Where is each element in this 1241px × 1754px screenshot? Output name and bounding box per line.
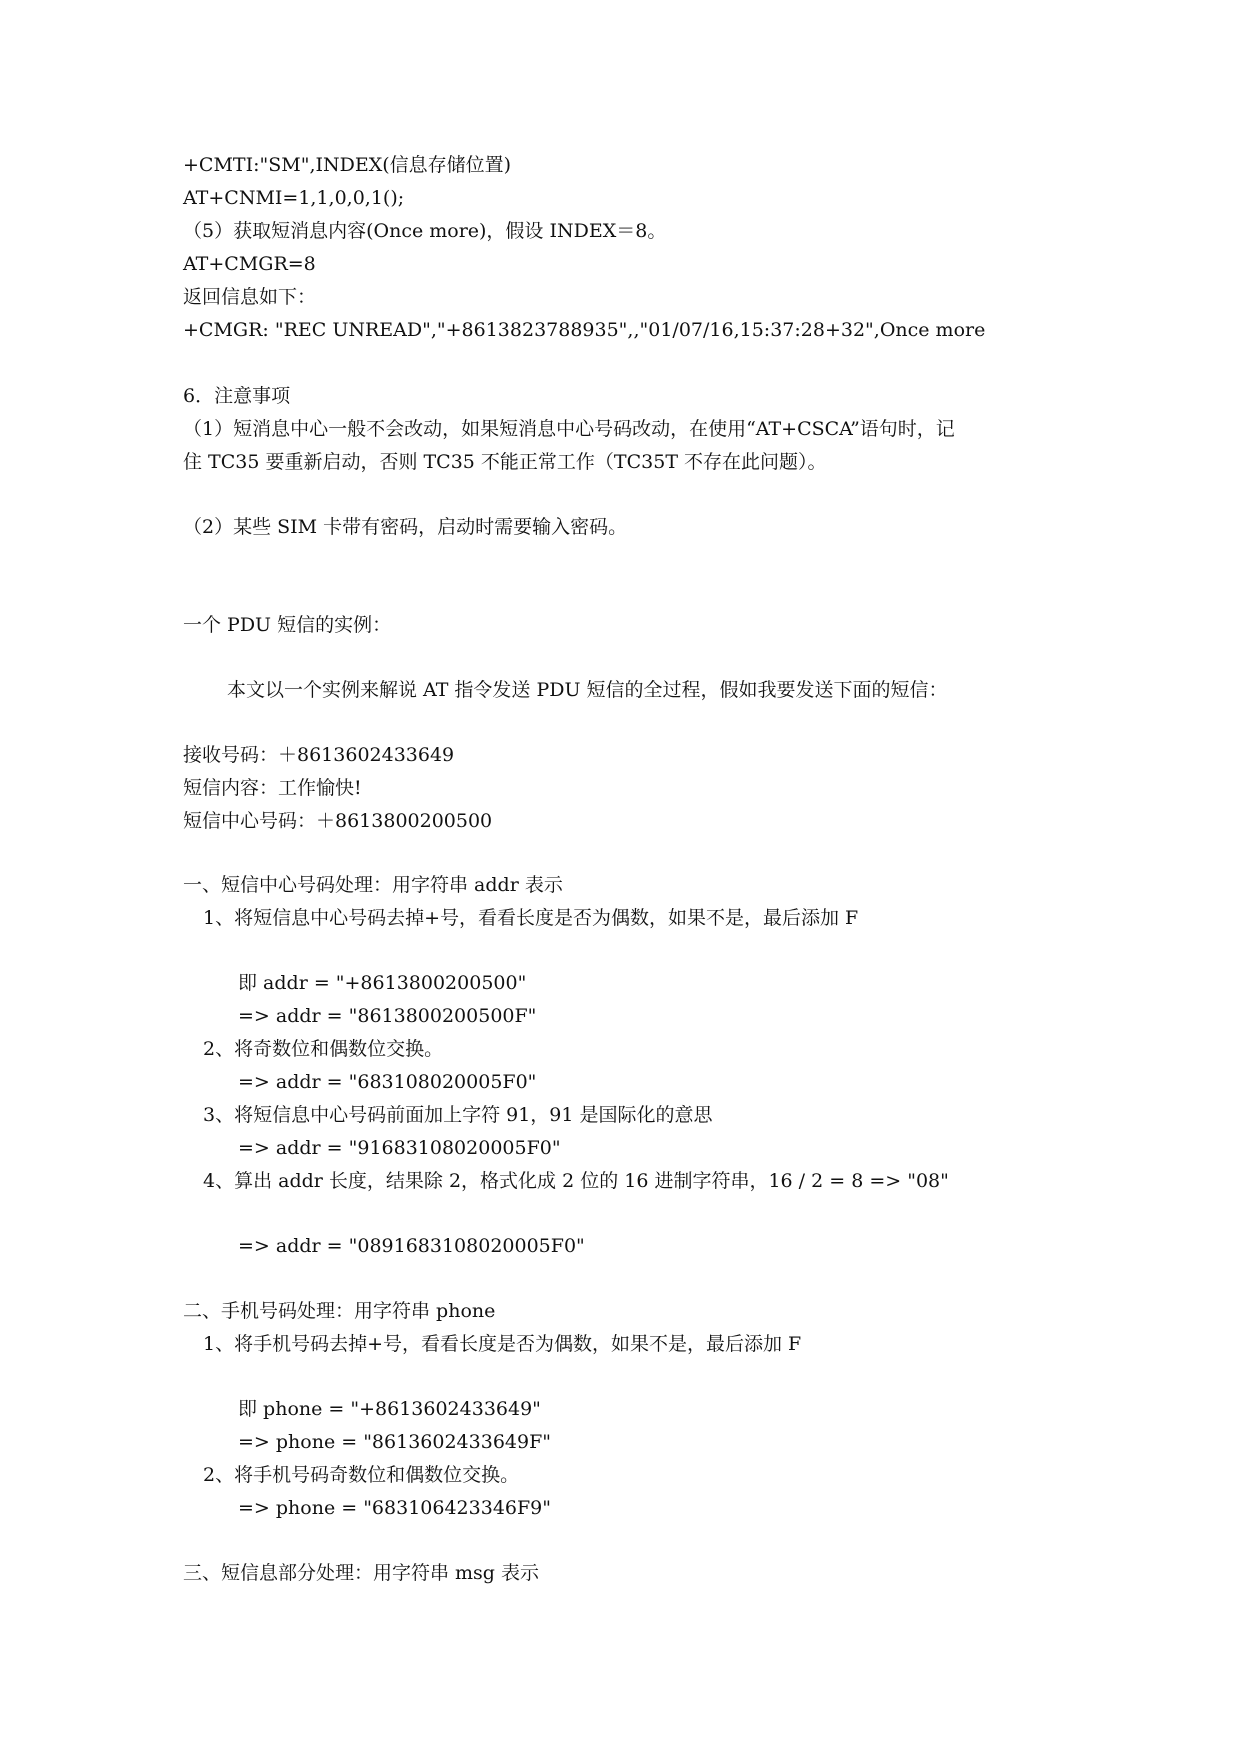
text-line: 本文以一个实例来解说 AT 指令发送 PDU 短信的全过程，假如我要发送下面的短信：: [227, 679, 948, 701]
section-heading: 二、手机号码处理：用字符串 phone: [183, 1300, 496, 1322]
text-line: 返回信息如下：: [183, 286, 317, 308]
code-line: => phone = "8613602433649F": [238, 1431, 552, 1453]
code-line: => addr = "91683108020005F0": [238, 1137, 561, 1159]
text-line: 短信内容：工作愉快!: [183, 777, 362, 799]
section-heading: 6．注意事项: [183, 385, 291, 407]
text-line: +CMTI:"SM",INDEX(信息存储位置): [183, 154, 512, 176]
code-line: 即 addr = "+8613800200500": [238, 972, 527, 994]
text-line: （5）获取短消息内容(Once more)，假设 INDEX＝8。: [183, 220, 667, 242]
text-line: （2）某些 SIM 卡带有密码，启动时需要输入密码。: [183, 516, 628, 538]
text-line: 接收号码：＋8613602433649: [183, 744, 455, 766]
text-line: 1、将短信息中心号码去掉+号，看看长度是否为偶数，如果不是，最后添加 F: [203, 907, 859, 929]
code-line: => addr = "683108020005F0": [238, 1071, 537, 1093]
code-line: 即 phone = "+8613602433649": [238, 1398, 541, 1420]
section-heading: 三、短信息部分处理：用字符串 msg 表示: [183, 1562, 540, 1584]
text-line: 2、将手机号码奇数位和偶数位交换。: [203, 1464, 520, 1486]
section-heading: 一个 PDU 短信的实例：: [183, 614, 392, 636]
text-line: 短信中心号码：＋8613800200500: [183, 810, 493, 832]
text-line: 3、将短信息中心号码前面加上字符 91，91 是国际化的意思: [203, 1104, 713, 1126]
section-heading: 一、短信中心号码处理：用字符串 addr 表示: [183, 874, 563, 896]
code-line: => addr = "0891683108020005F0": [238, 1235, 585, 1257]
text-line: 2、将奇数位和偶数位交换。: [203, 1038, 444, 1060]
code-line: => phone = "683106423346F9": [238, 1497, 552, 1519]
code-line: => addr = "8613800200500F": [238, 1005, 537, 1027]
text-line: AT+CMGR=8: [183, 253, 316, 275]
text-line: +CMGR: "REC UNREAD","+8613823788935",,"01/07/16,15:37:28+32",Once more: [183, 319, 986, 341]
text-line: （1）短消息中心一般不会改动，如果短消息中心号码改动，在使用“AT+CSCA”语句时，记: [183, 418, 955, 440]
text-line: 4、算出 addr 长度，结果除 2，格式化成 2 位的 16 进制字符串，16 / 2 = 8 => "08": [203, 1170, 949, 1192]
text-line: 住 TC35 要重新启动，否则 TC35 不能正常工作（TC35T 不存在此问题）。: [183, 451, 827, 473]
text-line: AT+CNMI=1,1,0,0,1();: [183, 187, 405, 209]
text-line: 1、将手机号码去掉+号，看看长度是否为偶数，如果不是，最后添加 F: [203, 1333, 802, 1355]
